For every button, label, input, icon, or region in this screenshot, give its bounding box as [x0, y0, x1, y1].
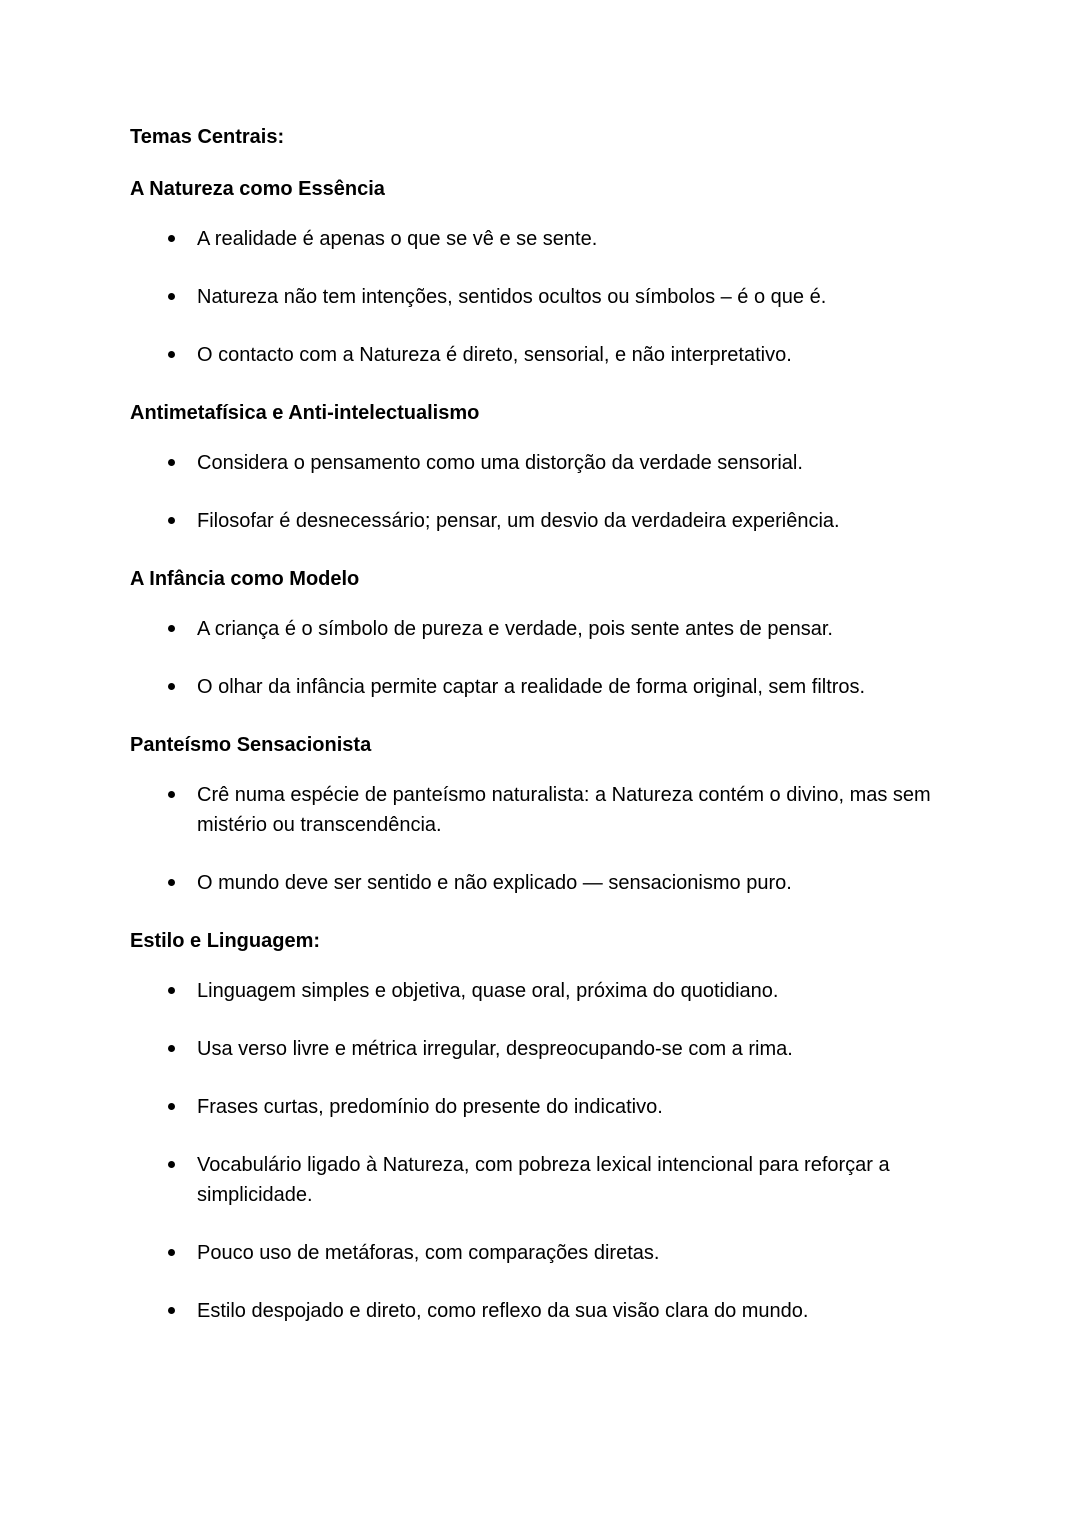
bullet-icon	[168, 351, 175, 358]
bullet-text: Frases curtas, predomínio do presente do indicativo.	[197, 1096, 663, 1118]
list-item	[168, 1092, 950, 1122]
bullet-icon	[168, 879, 175, 886]
bullet-list	[130, 448, 950, 536]
list-item	[168, 780, 950, 840]
bullet-text: Linguagem simples e objetiva, quase oral, próxima do quotidiano.	[197, 980, 779, 1002]
list-item	[168, 672, 950, 702]
bullet-list	[130, 224, 950, 370]
bullet-icon	[168, 987, 175, 994]
list-item	[168, 868, 950, 898]
bullet-text: Usa verso livre e métrica irregular, despreocupando-se com a rima.	[197, 1038, 793, 1060]
bullet-text: O mundo deve ser sentido e não explicado — sensacionismo puro.	[197, 872, 792, 894]
section-heading: A Infância como Modelo	[130, 568, 360, 590]
section-heading: Panteísmo Sensacionista	[130, 734, 372, 756]
bullet-text: Considera o pensamento como uma distorção da verdade sensorial.	[197, 452, 803, 474]
bullet-icon	[168, 683, 175, 690]
section-heading: Antimetafísica e Anti-intelectualismo	[130, 402, 480, 424]
bullet-text: Crê numa espécie de panteísmo naturalista: a Natureza contém o divino, mas sem mistério ou transcendência.	[197, 784, 931, 836]
bullet-icon	[168, 625, 175, 632]
list-item	[168, 614, 950, 644]
bullet-text: O contacto com a Natureza é direto, sensorial, e não interpretativo.	[197, 344, 792, 366]
bullet-list	[130, 780, 950, 898]
section-heading: A Natureza como Essência	[130, 178, 385, 200]
bullet-icon	[168, 293, 175, 300]
bullet-icon	[168, 235, 175, 242]
list-item	[168, 224, 950, 254]
list-item	[168, 1238, 950, 1268]
list-item	[168, 340, 950, 370]
bullet-icon	[168, 1307, 175, 1314]
bullet-icon	[168, 791, 175, 798]
bullet-list	[130, 976, 950, 1326]
section-heading: Estilo e Linguagem:	[130, 930, 321, 952]
list-item	[168, 506, 950, 536]
list-item	[168, 448, 950, 478]
bullet-list	[130, 614, 950, 702]
bullet-text: A realidade é apenas o que se vê e se sente.	[197, 228, 598, 250]
list-item	[168, 1296, 950, 1326]
list-item	[168, 282, 950, 312]
bullet-icon	[168, 517, 175, 524]
section-heading: Temas Centrais:	[130, 126, 285, 148]
bullet-icon	[168, 1045, 175, 1052]
bullet-icon	[168, 459, 175, 466]
list-item	[168, 1150, 950, 1210]
bullet-text: Estilo despojado e direto, como reflexo da sua visão clara do mundo.	[197, 1300, 809, 1322]
list-item	[168, 976, 950, 1006]
bullet-text: Filosofar é desnecessário; pensar, um desvio da verdadeira experiência.	[197, 510, 840, 532]
bullet-text: Vocabulário ligado à Natureza, com pobreza lexical intencional para reforçar a simplicidade.	[197, 1154, 890, 1206]
bullet-icon	[168, 1161, 175, 1168]
bullet-icon	[168, 1249, 175, 1256]
bullet-text: O olhar da infância permite captar a realidade de forma original, sem filtros.	[197, 676, 866, 698]
bullet-text: Natureza não tem intenções, sentidos ocultos ou símbolos – é o que é.	[197, 286, 827, 308]
bullet-icon	[168, 1103, 175, 1110]
bullet-text: A criança é o símbolo de pureza e verdade, pois sente antes de pensar.	[197, 618, 833, 640]
bullet-text: Pouco uso de metáforas, com comparações diretas.	[197, 1242, 660, 1264]
list-item	[168, 1034, 950, 1064]
